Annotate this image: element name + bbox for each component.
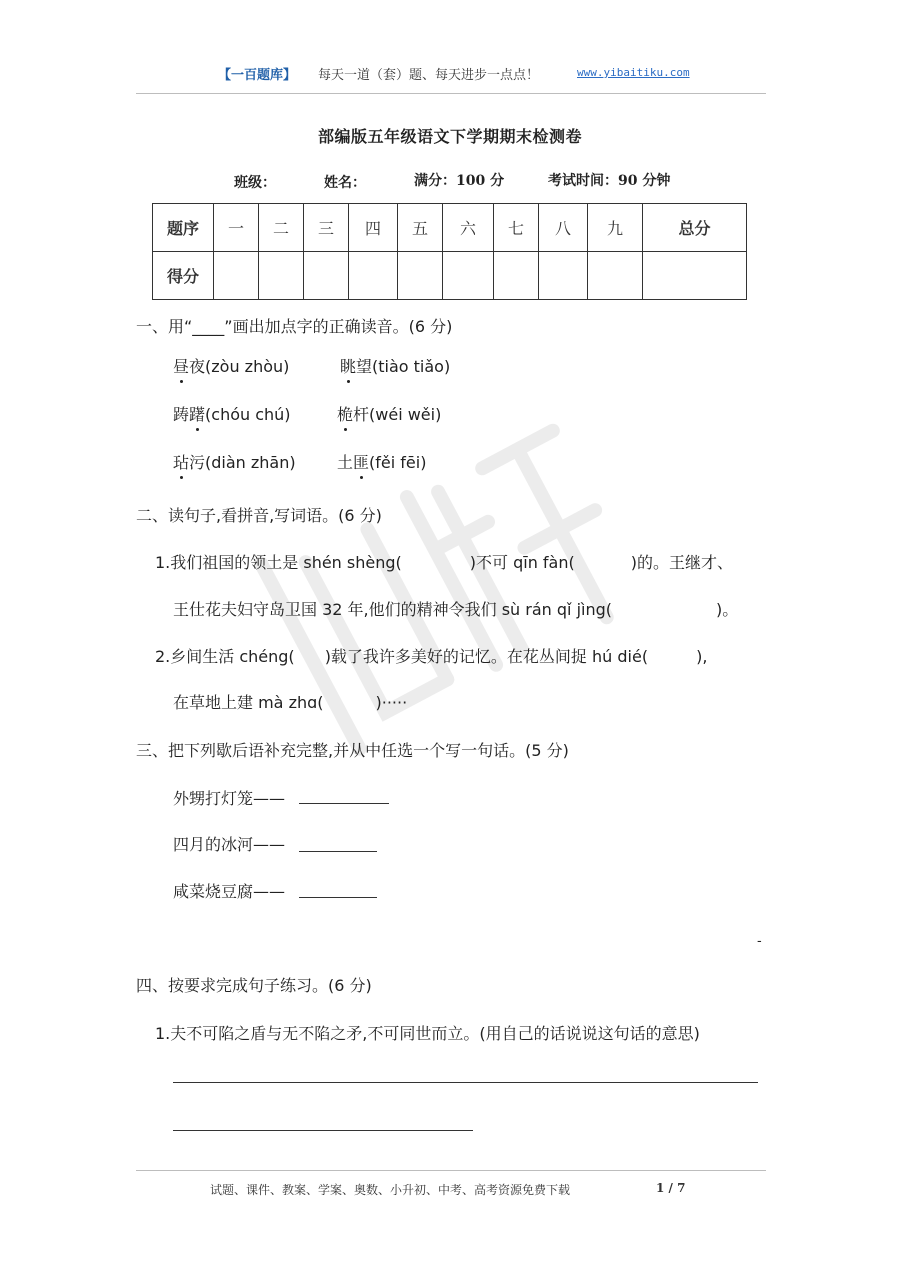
exam-title: 部编版五年级语文下学期期末检测卷 [317,127,582,146]
q2-text: ), [696,647,708,666]
q2-text: )不可 qīn fàn( [469,553,575,572]
item-text: 望(tiào tiǎo) [356,357,451,376]
table-cell: 五 [398,204,443,252]
table-cell: 六 [443,204,494,252]
q2-line-4 [173,690,407,713]
footer-text: 试题、课件、教案、学案、奥数、小升初、中考、高考资源免费下载 [210,1183,571,1197]
q2-text: )····· [375,693,408,712]
table-cell: 题序 [153,204,214,252]
table-cell: 二 [259,204,304,252]
q2-text: )。 [716,600,739,619]
score-cell[interactable] [304,252,349,300]
q2-line-2 [173,597,738,620]
class-label: 班级： [234,175,276,191]
full-score: 满分：100 分 [414,173,505,189]
q2-text: 在草地上建 mà zhɑ( [173,693,324,712]
q3-title: 三、把下列歇后语补充完整,并从中任选一个写一句话。(5 分) [136,741,569,760]
page-header [0,64,900,84]
score-cell[interactable] [259,252,304,300]
q2-text: 2.乡间生活 chéng( [155,647,295,666]
item-text: 土 [337,453,354,472]
score-cell[interactable] [398,252,443,300]
exam-time: 考试时间：90 分钟 [548,173,671,189]
brand-name: 【一百题库】 [218,68,297,83]
q1-item [173,354,289,377]
score-cell[interactable] [539,252,588,300]
q2-text: )的。王继才、 [630,553,733,572]
answer-line[interactable] [173,1082,758,1083]
item-text: (fěi fēi) [369,453,427,472]
q1-item [340,354,450,377]
q3-item: 咸菜烧豆腐—— [173,882,286,901]
name-label: 姓名： [324,175,366,191]
page-number: 1 / 7 [656,1181,686,1195]
table-cell: 四 [349,204,398,252]
answer-line[interactable] [173,1130,473,1131]
stray-mark: - [757,934,762,949]
score-cell[interactable] [214,252,259,300]
footer-divider [136,1170,766,1171]
table-row [153,252,747,300]
q4-title: 四、按要求完成句子练习。(6 分) [136,976,372,995]
answer-line[interactable] [299,803,389,804]
item-text: 杆(wéi wěi) [353,405,442,424]
q2-text: 1.我们祖国的领土是 shén shèng( [155,553,402,572]
score-cell[interactable] [643,252,747,300]
score-cell[interactable] [494,252,539,300]
table-cell: 三 [304,204,349,252]
score-cell[interactable] [349,252,398,300]
dotted-char: 桅 [337,402,353,425]
item-text: 踌 [173,405,190,424]
q3-item: 外甥打灯笼—— [173,789,286,808]
table-cell: 七 [494,204,539,252]
table-cell: 八 [539,204,588,252]
score-table [152,203,747,300]
dotted-char: 玷 [173,450,189,473]
dotted-char: 昼 [173,354,189,377]
header-divider [136,93,766,94]
q3-item: 四月的冰河—— [173,835,286,854]
item-text: 夜(zòu zhòu) [189,357,290,376]
q2-line-1 [155,550,733,573]
table-row [153,204,747,252]
q1-item [173,402,291,425]
q2-text: 王仕花夫妇守岛卫国 32 年,他们的精神令我们 sù rán qǐ jìng( [173,600,612,619]
q2-title: 二、读句子,看拼音,写词语。(6 分) [136,506,382,525]
q1-title: 一、用“____”画出加点字的正确读音。(6 分) [136,317,453,336]
dotted-char: 眺 [340,354,356,377]
score-cell[interactable] [443,252,494,300]
q1-item [337,402,441,425]
q4-line-1: 1.夫不可陷之盾与无不陷之矛,不可同世而立。(用自己的话说说这句话的意思) [155,1024,700,1043]
site-link[interactable]: www.yibaitiku.com [577,66,690,79]
q2-text: )载了我许多美好的记忆。在花丛间捉 hú dié( [324,647,649,666]
score-cell[interactable] [588,252,643,300]
item-text: (chóu chú) [205,405,291,424]
answer-line[interactable] [299,897,377,898]
table-cell: 一 [214,204,259,252]
table-cell: 九 [588,204,643,252]
header-motto: 每天一道（套）题、每天进步一点点！ [318,68,540,83]
table-cell: 总分 [643,204,747,252]
answer-line[interactable] [299,851,377,852]
table-cell: 得分 [153,252,214,300]
item-text: 污(diàn zhān) [189,453,296,472]
dotted-char: 匪 [353,450,369,473]
q1-item [173,450,296,473]
dotted-char: 躇 [189,402,205,425]
q2-line-3 [155,644,707,667]
q1-item [337,450,426,473]
